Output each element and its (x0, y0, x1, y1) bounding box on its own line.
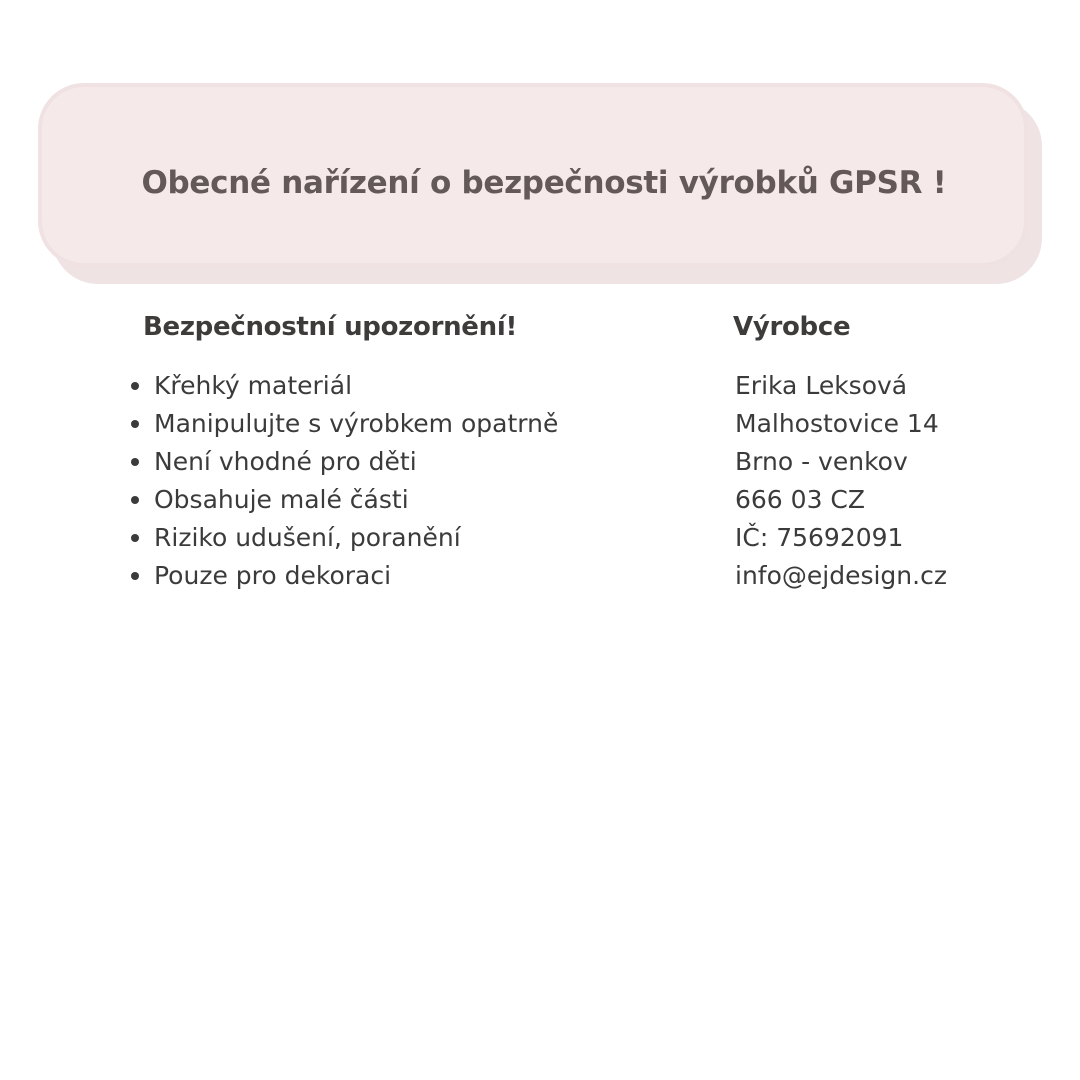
manufacturer-details (733, 367, 947, 595)
warning-text: Není vhodné pro děti (154, 447, 417, 476)
manufacturer-email: info@ejdesign.cz (735, 561, 947, 590)
manufacturer-section (733, 307, 947, 595)
manufacturer-heading: Výrobce (733, 312, 851, 342)
list-item (128, 367, 558, 405)
bullet-icon (131, 572, 139, 580)
manufacturer-name: Erika Leksová (735, 371, 908, 400)
bullet-icon (131, 458, 139, 466)
safety-warnings-section (128, 307, 558, 595)
safety-warnings-heading: Bezpečnostní upozornění! (143, 312, 518, 342)
warning-text: Riziko udušení, poranění (154, 523, 461, 552)
warning-text: Pouze pro dekoraci (154, 561, 392, 590)
bullet-icon (131, 420, 139, 428)
manufacturer-city: Brno - venkov (735, 447, 908, 476)
manufacturer-company-id: IČ: 75692091 (735, 523, 904, 552)
manufacturer-street: Malhostovice 14 (735, 409, 939, 438)
safety-warnings-list (128, 367, 558, 595)
warning-text: Křehký materiál (154, 371, 353, 400)
list-item (128, 481, 558, 519)
warning-text: Obsahuje malé části (154, 485, 409, 514)
list-item (128, 557, 558, 595)
list-item (128, 443, 558, 481)
manufacturer-postcode: 666 03 CZ (735, 485, 866, 514)
bullet-icon (131, 534, 139, 542)
banner-title: Obecné nařízení o bezpečnosti výrobků GPSR ! (141, 165, 947, 201)
list-item (128, 519, 558, 557)
bullet-icon (131, 496, 139, 504)
warning-text: Manipulujte s výrobkem opatrně (154, 409, 559, 438)
bullet-icon (131, 382, 139, 390)
list-item (128, 405, 558, 443)
